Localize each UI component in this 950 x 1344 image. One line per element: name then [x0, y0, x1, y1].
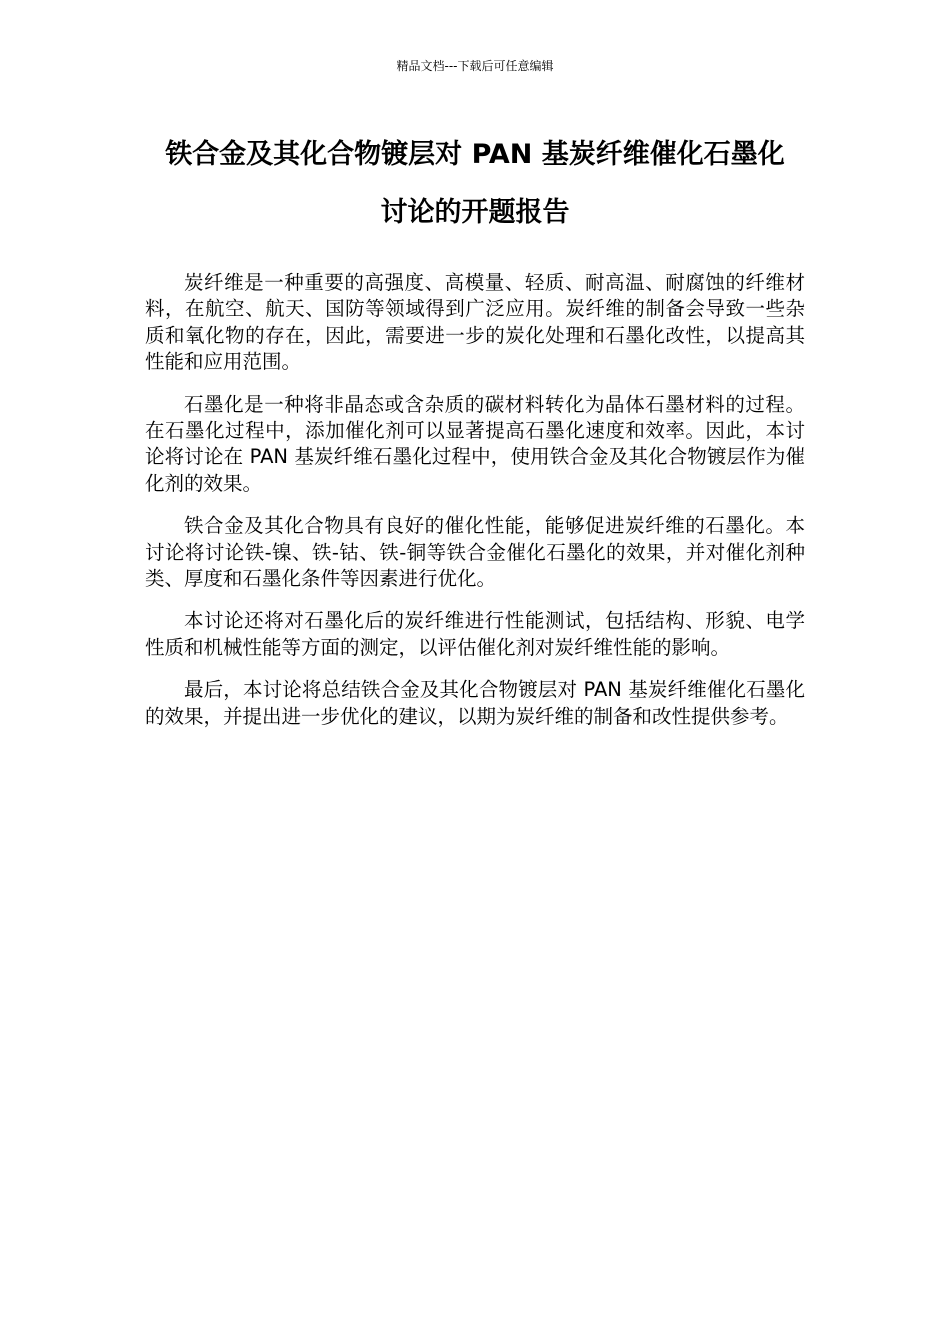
paragraph-1: 炭纤维是一种重要的高强度、高模量、轻质、耐高温、耐腐蚀的纤维材料，在航空、航天、国防等领域得到广泛应用。炭纤维的制备会导致一些杂质和氧化物的存在，因此，需要进一步的炭化处理和石墨化改性，以提高其性能和应用范围。 — [145, 271, 805, 374]
paragraph-5: 最后，本讨论将总结铁合金及其化合物镀层对 PAN 基炭纤维催化石墨化的效果，并提出进一步优化的建议，以期为炭纤维的制备和改性提供参考。 — [145, 678, 805, 728]
title-line-1: 铁合金及其化合物镀层对 PAN 基炭纤维催化石墨化 — [165, 139, 785, 170]
page-header: 精品文档---下载后可任意编辑 — [396, 59, 554, 73]
paragraph-4: 本讨论还将对石墨化后的炭纤维进行性能测试，包括结构、形貌、电学性质和机械性能等方面的测定，以评估催化剂对炭纤维性能的影响。 — [145, 609, 805, 659]
document-title — [130, 126, 820, 242]
paragraph-3: 铁合金及其化合物具有良好的催化性能，能够促进炭纤维的石墨化。本讨论将讨论铁-镍、铁-钴、铁-铜等铁合金催化石墨化的效果，并对催化剂种类、厚度和石墨化条件等因素进行优化。 — [145, 514, 805, 591]
document-body — [145, 270, 805, 746]
title-line-2: 讨论的开题报告 — [380, 197, 570, 228]
paragraph-2: 石墨化是一种将非晶态或含杂质的碳材料转化为晶体石墨材料的过程。在石墨化过程中，添加催化剂可以显著提高石墨化速度和效率。因此，本讨论将讨论在 PAN 基炭纤维石墨化过程中，使用铁合金及其化合物镀层作为催化剂的效果。 — [145, 392, 805, 495]
